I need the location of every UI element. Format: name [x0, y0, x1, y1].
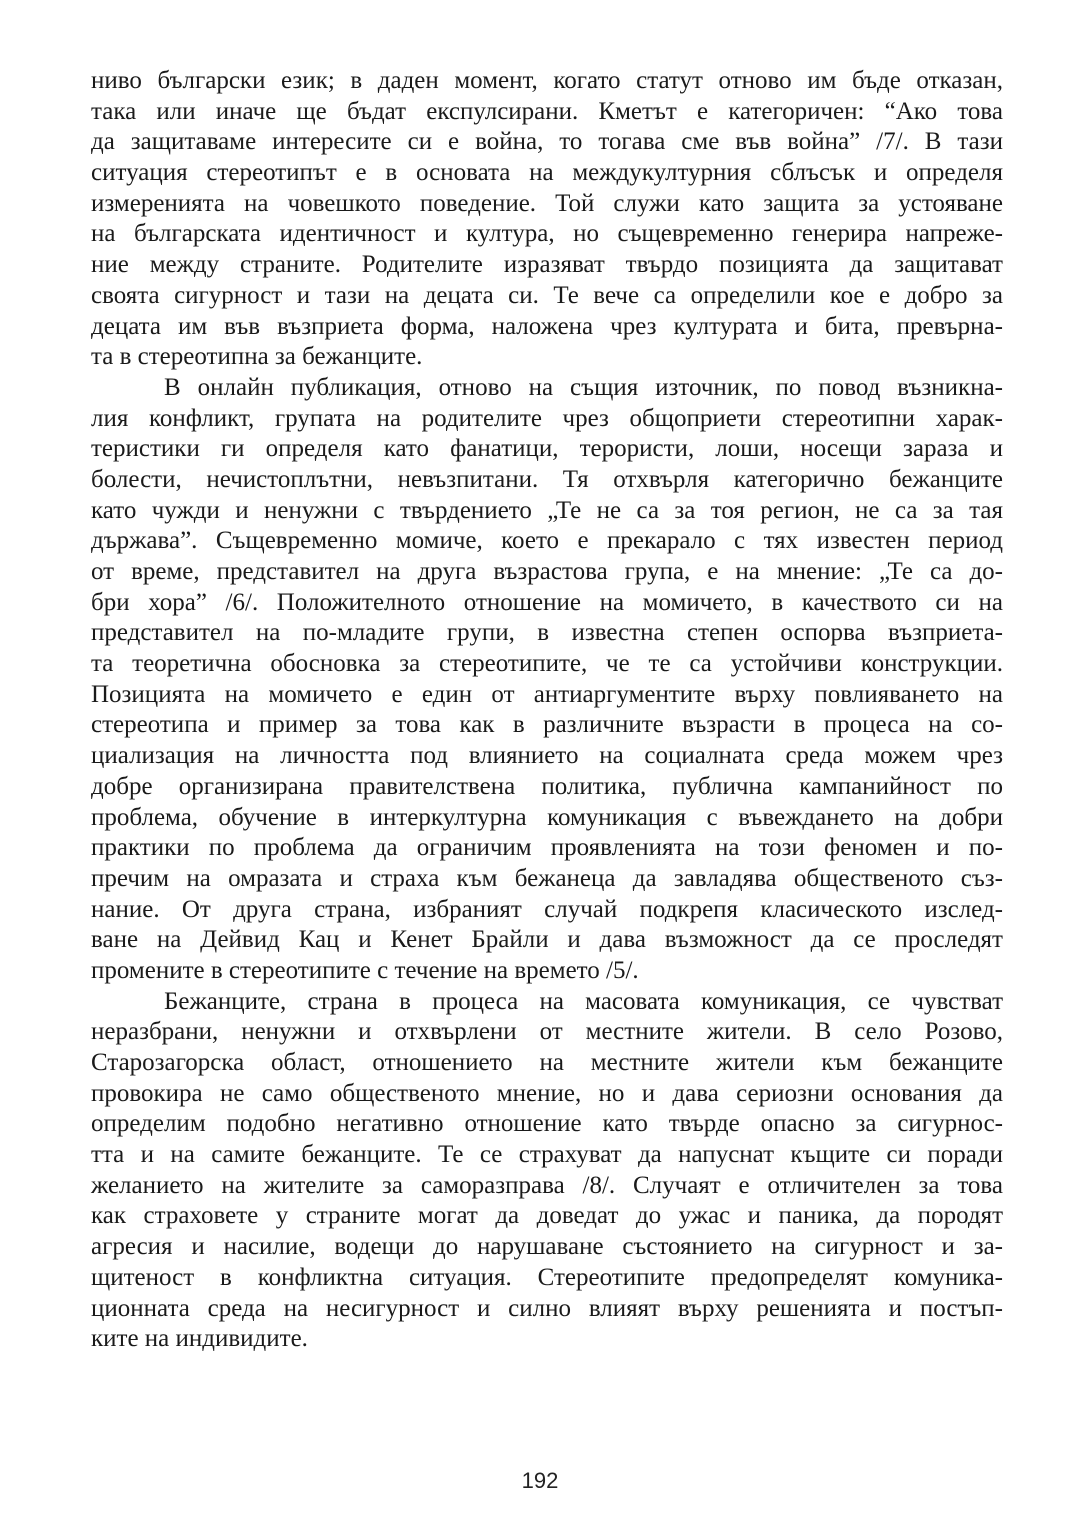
text-line: неразбрани, ненужни и отхвърлени от местните жители. В село Розово, [91, 1018, 1003, 1046]
text-line: измеренията на човешкото поведение. Той служи като защита за устояване [91, 189, 1003, 217]
text-line: та теоретична обосновка за стереотипите, че те са устойчиви конструкции. [91, 650, 1003, 678]
text-line: определим подобно негативно отношение като твърде опасно за сигурнос- [91, 1110, 1003, 1138]
text-line: така или иначе ще бъдат експулсирани. Кметът е категоричен: “Ако това [91, 97, 1003, 125]
paragraph [91, 373, 1003, 987]
text-line: та в стереотипна за бежанците. [91, 343, 423, 371]
text-line: представител на по-младите групи, в известна степен оспорва възприета- [91, 619, 1003, 647]
text-line: тта и на самите бежанците. Те се страхуват да напуснат къщите си поради [91, 1141, 1003, 1169]
text-line: как страховете у страните могат да доведат до ужас и паника, да породят [91, 1202, 1003, 1230]
text-line: като чужди и ненужни с твърдението „Те не са за тоя регион, не са за тая [91, 496, 1003, 524]
body-text [91, 66, 1003, 1355]
text-line: ване на Дейвид Кац и Кенет Брайли и дава възможност да се проследят [91, 926, 1003, 954]
text-line: ние между страните. Родителите изразяват твърдо позицията да защитават [91, 251, 1003, 279]
text-line: Бежанците, страна в процеса на масовата комуникация, се чувстват [164, 987, 1003, 1015]
text-line: стереотипа и пример за това как в различните възрасти в процеса на со- [91, 711, 1003, 739]
text-line: провокира не само общественото мнение, но и дава сериозни основания да [91, 1079, 1003, 1107]
text-line: промените в стереотипите с течение на времето /5/. [91, 956, 639, 984]
text-line: държава”. Същевременно момиче, което е прекарало с тях известен период [91, 527, 1003, 555]
text-line: ционната среда на несигурност и силно влияят върху решенията и постъп- [91, 1294, 1003, 1322]
text-line: децата им във възприета форма, наложена чрез културата и бита, превърна- [91, 312, 1003, 340]
text-line: щитеност в конфликтна ситуация. Стереотипите предопределят комуника- [91, 1263, 1003, 1291]
page-number: 192 [521, 1468, 559, 1493]
text-line: да защитаваме интересите си е война, то тогава сме във война” /7/. В тази [91, 128, 1003, 156]
text-line: бри хора” /6/. Положителното отношение на момичето, в качеството си на [91, 588, 1003, 616]
text-line: проблема, обучение в интеркултурна комуникация с въвеждането на добри [91, 803, 1003, 831]
text-line: Позицията на момичето е един от антиаргументите върху повлияването на [91, 680, 1003, 708]
text-line: болести, нечистоплътни, невъзпитани. Тя отхвърля категорично бежанците [91, 465, 1003, 493]
text-line: добре организирана правителствена политика, публична кампанийност по [91, 772, 1003, 800]
text-line: ките на индивидите. [91, 1325, 308, 1353]
text-line: ниво български език; в даден момент, когато статут отново им бъде отказан, [91, 67, 1003, 94]
text-line: В онлайн публикация, отново на същия източник, по повод възникна- [164, 373, 1003, 401]
text-line: нание. От друга страна, избраният случай подкрепя класическото изслед- [91, 895, 1003, 923]
text-line: на българската идентичност и култура, но същевременно генерира напреже- [91, 220, 1003, 248]
paragraph [91, 987, 1003, 1355]
text-line: лия конфликт, групата на родителите чрез общоприети стереотипни харак- [91, 404, 1003, 432]
text-line: желанието на жителите за саморазправа /8/. Случаят е отличителен за това [91, 1171, 1003, 1199]
text-line: циализация на личността под влиянието на социалната среда можем чрез [91, 742, 1003, 770]
text-line: практики по проблема да ограничим проявленията на този феномен и по- [91, 834, 1003, 862]
text-line: ситуация стереотипът е в основата на междукултурния сблъсък и определя [91, 159, 1003, 187]
text-line: пречим на омразата и страха към бежанеца да завладява общественото съз- [91, 864, 1003, 892]
text-line: Старозагорска област, отношението на местните жители към бежанците [91, 1049, 1003, 1076]
text-line: теристики ги определя като фанатици, терористи, лоши, носещи зараза и [91, 435, 1003, 463]
paragraph [91, 66, 1003, 373]
text-line: от време, представител на друга възрастова група, е на мнение: „Те са до- [91, 558, 1003, 585]
text-line: своята сигурност и тази на децата си. Те вече са определили кое е добро за [91, 281, 1003, 309]
text-line: агресия и насилие, водещи до нарушаване състоянието на сигурност и за- [91, 1233, 1003, 1261]
